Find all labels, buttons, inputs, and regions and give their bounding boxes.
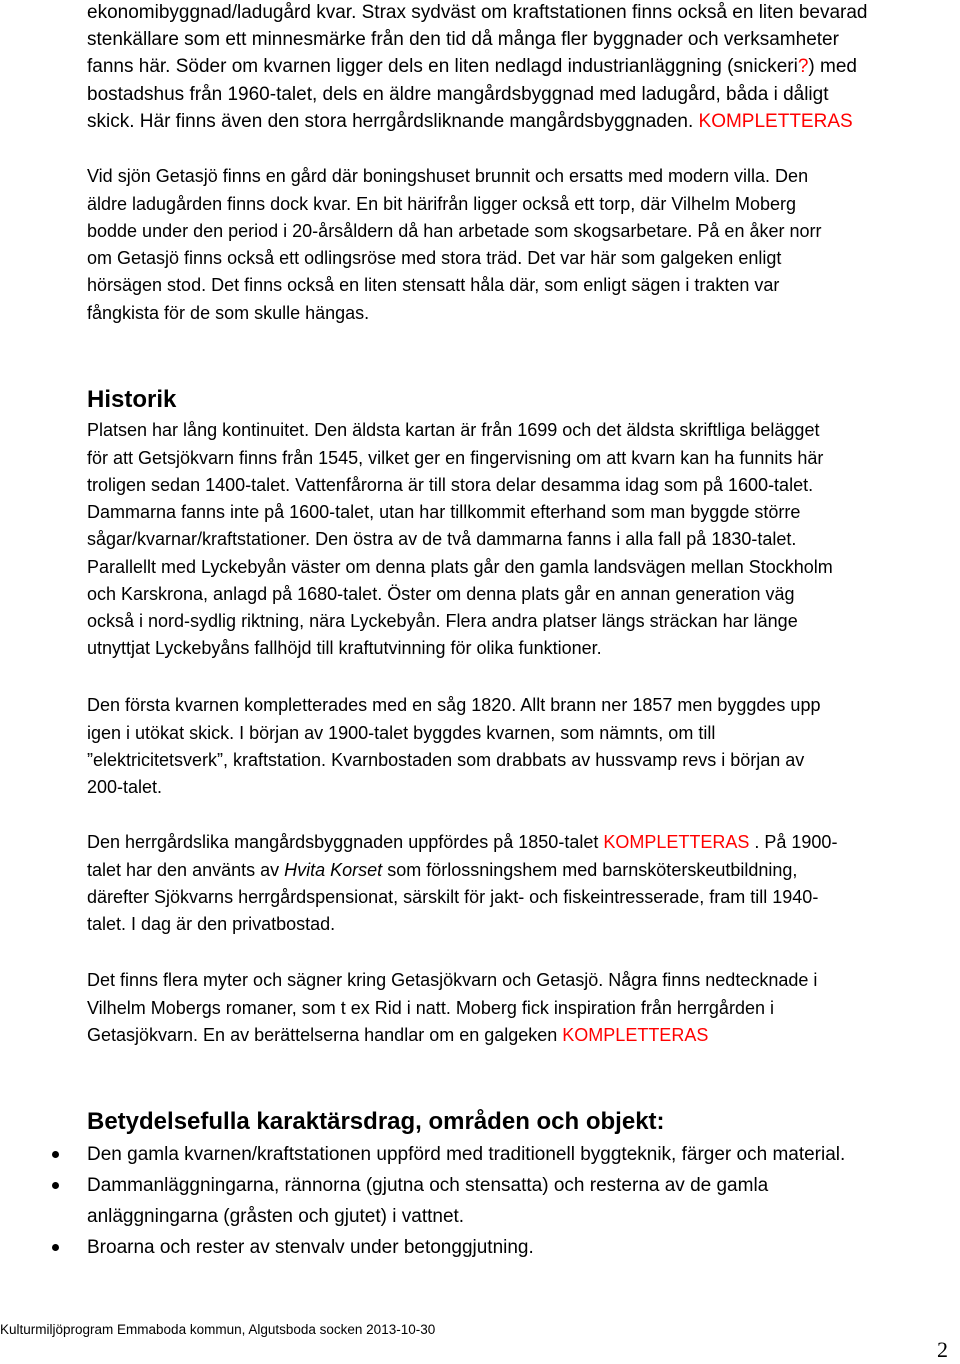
text-line — [87, 857, 797, 884]
bullet-icon — [52, 1151, 59, 1158]
placeholder-marker: ? — [797, 56, 809, 78]
text-line: ”elektricitetsverk”, kraftstation. Kvarnbostaden som drabbats av hussvamp revs i början av — [87, 749, 805, 770]
list-item — [87, 1232, 949, 1263]
text-line: och Karskrona, anlagd på 1680-talet. Öster om denna plats går en annan generation väg — [87, 583, 795, 604]
text-line: Dammarna fanns inte på 1600-talet, utan har tillkommit efterhand som man byggde större — [87, 502, 801, 523]
myths-paragraph — [87, 967, 949, 1049]
list-item-text — [87, 1232, 949, 1263]
page-number: 2 — [937, 1337, 948, 1362]
intro-paragraph — [87, 0, 949, 135]
text-line: sågar/kvarnar/kraftstationer. Den östra av de två dammarna fanns i alla fall på 1830-talet. — [87, 529, 797, 550]
heading-text: Betydelsefulla karaktärsdrag, områden och objekt: — [87, 1108, 665, 1135]
text-line: utnyttjat Lyckebyåns fallhöjd till kraftutvinning för olika funktioner. — [87, 638, 602, 659]
text-line: bodde under den period i 20-årsåldern då han arbetade som skogsarbetare. På en åker norr — [87, 220, 822, 241]
list-item-text — [87, 1170, 949, 1232]
list-item-text — [87, 1139, 949, 1170]
text-segment: som förlossningshem med barnsköterskeutbildning, — [382, 859, 798, 880]
text-line: Vilhelm Mobergs romaner, som t ex Rid i natt. Moberg fick inspiration från herrgården i — [87, 997, 774, 1018]
text-segment: skick. Här finns även den stora herrgårdsliknande mangårdsbyggnaden. — [87, 110, 699, 132]
text-line: Platsen har lång kontinuitet. Den äldsta kartan är från 1699 och det äldsta skriftliga belägget — [87, 420, 820, 441]
text-segment: talet har den använts av — [87, 859, 285, 880]
getasjo-paragraph — [87, 163, 949, 327]
text-line: äldre ladugården finns dock kvar. En bit härifrån ligger också ett torp, där Vilhelm Moberg — [87, 193, 797, 214]
text-segment: Den herrgårdslika mangårdsbyggnaden uppfördes på 1850-talet — [87, 832, 604, 853]
section-heading-history — [87, 385, 949, 415]
text-line: därefter Sjökvarns herrgårdspensionat, särskilt för jakt- och fiskeintresserade, fram till 1940- — [87, 886, 819, 907]
mill-history-paragraph — [87, 692, 949, 801]
text-line: bostadshus från 1960-talet, dels en äldre mangårdsbyggnad med ladugård, båda i dåligt — [87, 83, 829, 105]
bullet-icon — [52, 1244, 59, 1251]
text-line: hörsägen stod. Det finns också en liten stensatt håla där, som enligt sägen i trakten var — [87, 275, 780, 296]
text-line: Den första kvarnen kompletterades med en såg 1820. Allt brann ner 1857 men byggdes upp — [87, 695, 821, 716]
placeholder-marker: KOMPLETTERAS — [603, 832, 750, 853]
text-line: också i nord-sydlig riktning, nära Lyckebyån. Flera andra platser längs sträckan har länge — [87, 611, 798, 632]
text-line: Broarna och rester av stenvalv under betonggjutning. — [87, 1236, 534, 1258]
text-line — [87, 829, 837, 856]
text-segment: Getasjökvarn. En av berättelserna handlar om en galgeken — [87, 1024, 563, 1045]
text-line: Parallellt med Lyckebyån väster om denna plats går den gamla landsvägen mellan Stockholm — [87, 556, 833, 577]
italic-text: Hvita Korset — [284, 859, 383, 880]
history-continuity-paragraph — [87, 417, 949, 662]
text-line: Dammanläggningarna, rännorna (gjutna och stensatta) och resterna av de gamla — [87, 1174, 769, 1196]
page-footer — [0, 1321, 480, 1339]
text-line: för att Getsjökvarn finns från 1545, vilket ger en fingervisning om att kvarn kan ha funnits här — [87, 447, 824, 468]
text-segment: fanns här. Söder om kvarnen ligger dels en liten nedlagd industrianläggning (snickeri — [87, 56, 798, 78]
text-line — [87, 108, 853, 135]
placeholder-marker: KOMPLETTERAS — [562, 1024, 709, 1045]
heading-text: Historik — [87, 386, 177, 413]
text-line: Det finns flera myter och sägner kring Getasjökvarn och Getasjö. Några finns nedtecknade i — [87, 970, 818, 991]
text-line — [87, 53, 857, 80]
text-line: talet. I dag är den privatbostad. — [87, 914, 336, 935]
text-segment: ) med — [808, 56, 857, 78]
text-line: anläggningarna (gråsten och gjutet) i vattnet. — [87, 1205, 465, 1227]
text-line: igen i utökat skick. I början av 1900-talet byggdes kvarnen, som nämnts, om till — [87, 722, 716, 743]
list-item — [87, 1170, 949, 1232]
text-line: fångkista för de som skulle hängas. — [87, 302, 370, 323]
features-list — [87, 1139, 949, 1263]
section-heading-features — [87, 1107, 949, 1137]
text-line: 200-talet. — [87, 777, 163, 798]
bullet-icon — [52, 1182, 59, 1189]
manor-history-paragraph — [87, 829, 949, 938]
text-segment: . På 1900- — [749, 832, 838, 853]
placeholder-marker: KOMPLETTERAS — [698, 110, 853, 132]
list-item — [87, 1139, 949, 1170]
text-line: stenkällare som ett minnesmärke från den tid då många fler byggnader och verksamheter — [87, 29, 839, 51]
footer-text: Kulturmiljöprogram Emmaboda kommun, Algutsboda socken 2013-10-30 — [0, 1322, 436, 1337]
text-line: Vid sjön Getasjö finns en gård där boningshuset brunnit och ersatts med modern villa. Den — [87, 166, 809, 187]
text-line: ekonomibyggnad/ladugård kvar. Strax sydväst om kraftstationen finns också en liten bevarad — [87, 2, 868, 23]
text-line — [87, 1022, 708, 1049]
text-line: Den gamla kvarnen/kraftstationen uppförd med traditionell byggteknik, färger och material. — [87, 1143, 846, 1165]
text-line: troligen sedan 1400-talet. Vattenfårorna är till stora delar desamma idag som på 1600-talet. — [87, 474, 814, 495]
text-line: om Getasjö finns också ett odlingsröse med stora träd. Det var här som galgeken enligt — [87, 248, 782, 269]
